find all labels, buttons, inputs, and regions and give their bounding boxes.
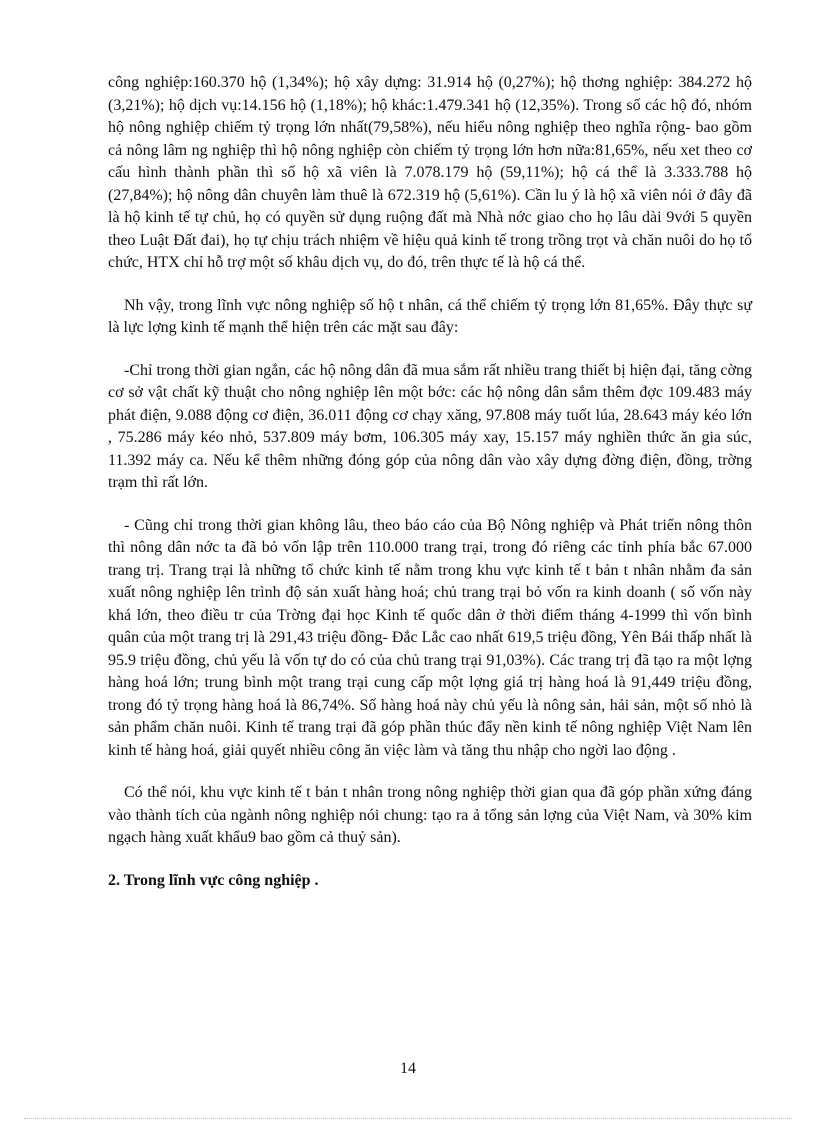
page-number: 14 — [400, 1060, 416, 1077]
paragraph-private-share: Nh vậy, trong lĩnh vực nông nghiệp số hộ t nhân, cá thể chiếm tỷ trọng lớn 81,65%. Đây thực sự là lực lợng kinh tế mạnh thể hiện trên các mặt sau đây: — [108, 296, 752, 336]
page-bottom-divider — [24, 1118, 792, 1119]
section-heading: 2. Trong lĩnh vực công nghiệp . — [108, 871, 319, 889]
paragraph-household-structure: công nghiệp:160.370 hộ (1,34%); hộ xây dựng: 31.914 hộ (0,27%); hộ thơng nghiệp: 384.272 hộ (3,21%); hộ dịch vụ:14.156 hộ (1,18%); hộ khác:1.479.341 hộ (12,35%). Trong số các hộ đó, nhóm hộ nông nghiệp chiếm tỷ trọng lớn nhất(79,58%), nếu hiểu nông nghiệp theo nghĩa rộng- bao gồm cả nông lâm ng nghiệp thì hộ nông nghiệp còn chiếm tỷ trọng lớn hơn nữa:81,65%, nếu xet theo cơ cấu hình thành phần thì số hộ xã viên là 7.078.179 hộ (59,11%); hộ cá thể là 3.333.788 hộ (27,84%); hộ nông dân chuyên làm thuê là 672.319 hộ (5,61%). Cần lu ý là hộ xã viên nói ở đây đã là hộ kinh tế tự chủ, họ có quyền sử dụng ruộng đất mà Nhà nớc giao cho họ lâu dài 9với 5 quyền theo Luật Đất đai), họ tự chịu trách nhiệm về hiệu quả kinh tế trong trồng trọt và chăn nuôi do họ tổ chức, HTX chỉ hỗ trợ một số khâu dịch vụ, do đó, trên thực tế là hộ cá thể. — [108, 74, 752, 271]
paragraph-contribution: Có thể nói, khu vực kinh tế t bản t nhân trong nông nghiệp thời gian qua đã góp phần xứng đáng vào thành tích của ngành nông nghiệp nói chung: tạo ra ả tổng sản lợng của Việt Nam, và 30% kim ngạch hàng xuất khẩu9 bao gồm cả thuỷ sản). — [108, 784, 752, 846]
paragraph-farm-investment: - Cũng chỉ trong thời gian không lâu, theo báo cáo của Bộ Nông nghiệp và Phát triển nông thôn thì nông dân nớc ta đã bỏ vốn lập trên 110.000 trang trại, trong đó riêng các tỉnh phía bắc 67.000 trang trị. Trang trại là những tổ chức kinh tế nằm trong khu vực kinh tế t bản t nhân nhằm đa sản xuất nông nghiệp lên trình độ sản xuất hàng hoá; chủ trang trại bỏ vốn ra kinh doanh ( số vốn này khá lớn, theo điều tr của Trờng đại học Kinh tế quốc dân ở thời điểm tháng 4-1999 thì vốn bình quân của một trang trị là 291,43 triệu đồng- Đắc Lắc cao nhất 619,5 triệu đồng, Yên Bái thấp nhất là 95.9 triệu đồng, chủ yếu là vốn tự do có của chủ trang trại 91,03%). Các trang trị đã tạo ra một lợng hàng hoá lớn; trung bình một trang trại cung cấp một lợng giá trị hàng hoá là 91,449 triệu đồng, trong đó tỷ trọng hàng hoá là 86,74%. Số hàng hoá này chủ yếu là nông sản, hải sản, một số nhỏ là sản phẩm chăn nuôi. Kinh tế trang trại đã góp phần thúc đẩy nền kinh tế nông nghiệp Việt Nam lên kinh tế hàng hoá, giải quyết nhiều công ăn việc làm và tăng thu nhập cho ngời lao động . — [108, 516, 752, 759]
page-body — [108, 72, 752, 892]
paragraph-equipment-purchases: -Chỉ trong thời gian ngắn, các hộ nông dân đã mua sắm rất nhiều trang thiết bị hiện đại, tăng cờng cơ sở vật chất kỹ thuật cho nông nghiệp lên một bớc: các hộ nông dân sắm thêm đợc 109.483 máy phát điện, 9.088 động cơ điện, 36.011 động cơ chạy xăng, 97.808 máy tuốt lúa, 28.643 máy kéo lớn , 75.286 máy kéo nhỏ, 537.809 máy bơm, 106.305 máy xay, 15.157 máy nghiền thức ăn gia súc, 11.392 máy ca. Nếu kể thêm những đóng góp của nông dân vào xây dựng đờng điện, đồng, trờng trạm thì rất lớn. — [108, 361, 752, 491]
